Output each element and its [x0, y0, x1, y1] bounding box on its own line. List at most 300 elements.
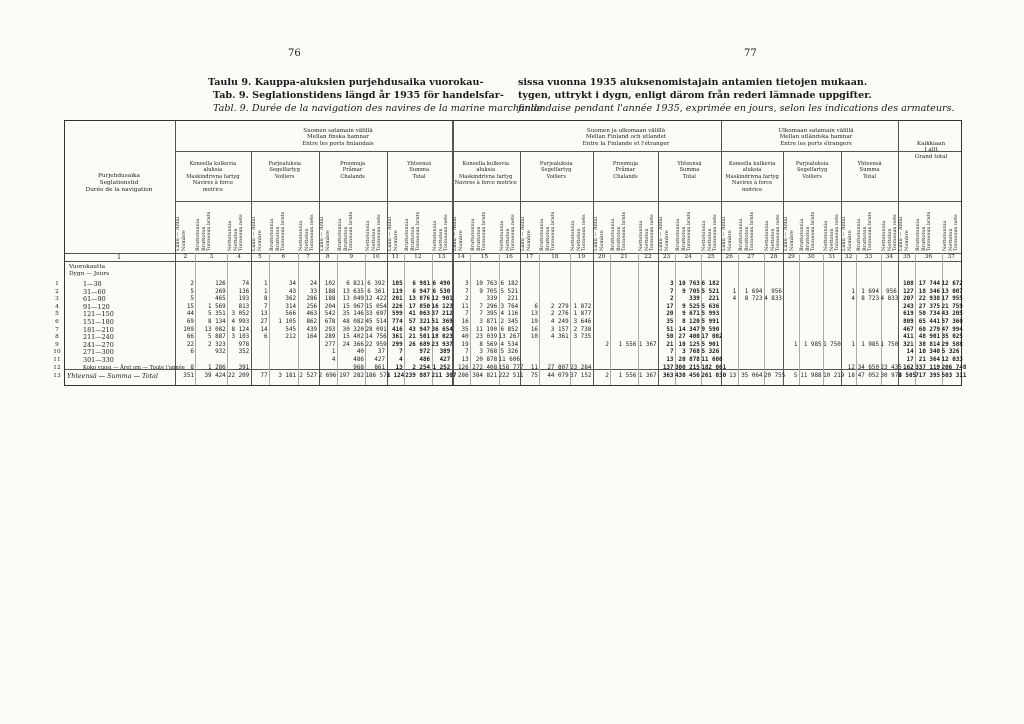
table-cell: 48 082 — [342, 319, 364, 325]
table-cell: 14 756 — [365, 334, 387, 341]
table-cell: 188 — [324, 296, 336, 303]
table-cell: 13 — [461, 357, 469, 363]
column-header: Luku — Antal Nombre — [451, 216, 464, 251]
column-header: Nettotonnia Nettoton Tonneaux nets — [297, 214, 315, 251]
column-header: Bruttotonnia Bruttoton Tonneaux bruts — [675, 211, 693, 251]
column-number: 29 — [787, 254, 795, 260]
table-cell: 211 307 — [431, 373, 457, 379]
row-number: 5 — [55, 311, 59, 318]
column-header: Luku — Antal Nombre — [783, 216, 796, 251]
table-cell: 339 — [486, 296, 498, 303]
table-cell: 75 — [530, 373, 538, 379]
column-header: Bruttotonnia Bruttoton Tonneaux bruts — [539, 211, 557, 251]
table-cell: 48 901 — [918, 334, 941, 341]
row-label: 241—270 — [83, 340, 114, 349]
row-label: 61—90 — [83, 295, 106, 304]
table-cell: 3 768 — [479, 349, 498, 356]
table-cell: 22 959 — [365, 341, 387, 348]
column-header: Nettotonnia Nettoton Tonneaux nets — [431, 214, 449, 251]
column-header: Bruttotonnia Bruttoton Tonneaux bruts — [336, 211, 355, 251]
column-number: 31 — [828, 254, 836, 260]
table-cell: 44 — [186, 311, 194, 318]
table-cell: 1 985 — [861, 341, 880, 348]
column-header: Bruttotonnia Bruttoton Tonneaux bruts — [470, 211, 488, 251]
table-cell: 321 — [903, 341, 914, 348]
table-cell: 43 205 — [941, 311, 963, 318]
table-cell: 4 — [851, 296, 855, 303]
column-header: Luku — Antal Nombre — [592, 216, 605, 251]
table-cell: 9 671 — [682, 311, 700, 318]
table-cell: 6 182 — [701, 281, 720, 287]
table-cell: 3 181 — [278, 373, 297, 379]
table-cell: 182 061 — [701, 364, 727, 371]
column-header: Luku — Antal Nombre — [250, 216, 263, 251]
table-cell: 13 — [260, 311, 268, 318]
table-cell: 2 — [669, 296, 674, 303]
table-cell: 351 — [183, 373, 194, 379]
subgroup-header: Yhteensä Summa Total — [857, 161, 882, 180]
subgroup-header: Yhteensä Summa Total — [407, 161, 432, 180]
table-cell: 6 981 — [412, 281, 431, 287]
column-number: 9 — [349, 254, 354, 260]
row-number: 9 — [55, 341, 59, 348]
table-cell: 5 521 — [500, 288, 519, 295]
table-cell: 6 361 — [367, 288, 385, 295]
table-cell: 162 — [903, 364, 914, 371]
row-label: 271—300 — [83, 348, 114, 357]
table-cell: 18 346 — [918, 288, 941, 295]
table-cell: 5 887 — [208, 334, 226, 341]
table-cell: 21 364 — [918, 357, 941, 363]
row-number: 2 — [55, 288, 59, 295]
title-swedish-right: tygen, uttrykt i dygn, enligt därom från rederi lämnade uppgifter. — [518, 90, 872, 101]
table-cell: 862 — [306, 319, 318, 325]
table-cell: 1 — [851, 288, 855, 295]
table-cell: 619 — [903, 311, 914, 318]
table-cell: 126 — [457, 364, 469, 371]
table-cell: 15 967 — [342, 303, 364, 310]
title-finnish-right: sissa vuonna 1935 aluksenomistajain antamien tietojen mukaan. — [518, 77, 868, 88]
table-cell: 20 878 — [678, 357, 700, 363]
table-cell: 7 — [264, 303, 268, 310]
table-cell: 20 878 — [475, 357, 498, 363]
column-number: 13 — [437, 254, 446, 260]
table-cell: 7 — [465, 311, 469, 318]
table-cell: 5 326 — [701, 349, 720, 356]
column-header: Luku — Antal Nombre — [720, 216, 733, 251]
table-cell: 27 807 — [547, 364, 569, 371]
row-number: 8 — [55, 334, 59, 341]
table-cell: 1 — [851, 341, 855, 348]
table-cell: 4 — [331, 357, 336, 363]
table-cell: 5 351 — [208, 311, 226, 318]
table-cell: 1 286 — [208, 364, 226, 371]
table-cell: 16 — [530, 326, 538, 333]
table-cell: 51 — [666, 326, 674, 333]
table-cell: 7 — [669, 288, 674, 295]
table-row — [53, 370, 967, 382]
table-cell: 286 — [306, 296, 318, 303]
row-number: 4 — [55, 303, 59, 310]
table-cell: 4 534 — [500, 341, 519, 348]
table-cell: 7 — [465, 288, 469, 295]
column-header: Nettotonnia Nettoton Tonneaux nets — [941, 214, 959, 251]
column-number: 27 — [747, 254, 755, 260]
table-cell: 13 635 — [342, 288, 364, 295]
table-cell: 77 — [260, 373, 268, 379]
table-cell: 300 215 — [675, 364, 700, 371]
stub-heading: Purjehdusaika Seglationstid Durée de la navigation — [85, 173, 153, 193]
table-cell: 8 — [190, 364, 194, 371]
table-cell: 5 901 — [701, 341, 720, 348]
table-cell: 1 367 — [638, 373, 657, 379]
table-cell: 33 — [310, 288, 318, 295]
table-cell: 14 — [906, 349, 914, 356]
table-cell: 206 748 — [941, 364, 967, 371]
page-number-left: 76 — [288, 48, 301, 59]
table-cell: 10 — [530, 334, 538, 341]
table-cell: 1 877 — [573, 311, 592, 318]
row-label: 91—120 — [83, 302, 110, 311]
table-cell: 24 — [310, 281, 318, 287]
column-header: Nettotonnia Nettoton Tonneaux nets — [880, 214, 898, 251]
column-number: 37 — [947, 254, 955, 260]
table-cell: 23 284 — [570, 364, 592, 371]
table-cell: 3 505 — [898, 373, 917, 379]
table-cell: 1 985 — [803, 341, 822, 348]
table-cell: 13 — [729, 373, 737, 379]
column-header: Nettotonnia Nettoton Tonneaux nets — [570, 214, 588, 251]
table-cell: 226 — [391, 303, 403, 310]
table-cell: 57 360 — [941, 319, 963, 325]
table-cell: 7 296 — [479, 303, 498, 310]
table-cell: 599 — [391, 311, 403, 318]
stub-column-number: 1 — [117, 254, 121, 261]
table-cell: 13 049 — [342, 296, 364, 303]
subgroup-header: Proomuja Pråmar Chalands — [612, 161, 639, 180]
row-label: 1—30 — [83, 280, 102, 288]
table-cell: 7 — [465, 349, 469, 356]
column-header: Bruttotonnia Bruttoton Tonneaux bruts — [195, 211, 213, 251]
column-header: Nettotonnia Nettoton Tonneaux nets — [365, 214, 383, 251]
table-cell: 221 — [708, 296, 720, 303]
table-cell: 427 — [439, 357, 451, 363]
table-cell: 2 738 — [573, 326, 592, 333]
row-number: 12 — [53, 364, 61, 371]
table-cell: 1 — [264, 281, 268, 287]
table-cell: 1 — [793, 341, 798, 348]
table-cell: 2 — [190, 281, 194, 287]
table-cell: 391 — [238, 364, 250, 371]
table-cell: 15 054 — [365, 303, 387, 310]
table-cell: 207 — [903, 296, 914, 303]
row-label: Yhteensä — Summa — Total — [67, 372, 159, 380]
table-cell: 22 — [186, 341, 194, 348]
table-cell: 10 763 — [475, 281, 498, 287]
table-cell: 2 323 — [208, 341, 226, 348]
table-cell: 17 955 — [941, 296, 963, 303]
column-header: Nettotonnia Nettoton Tonneaux nets — [637, 214, 656, 251]
table-cell: 1 694 — [744, 288, 763, 295]
table-cell: 127 — [903, 288, 914, 295]
table-cell: 137 — [662, 364, 674, 371]
table-cell: 14 — [260, 326, 268, 333]
group-foreign: Ulkomaan satamain välillä Mellan utländska hamnar Entre les ports étrangers — [778, 128, 854, 147]
column-header: Nettotonnia Nettoton Tonneaux nets — [764, 214, 782, 251]
column-number: 17 — [525, 254, 534, 260]
table-cell: 14 347 — [678, 326, 700, 333]
row-label: 211—240 — [83, 333, 114, 342]
table-cell: 27 400 — [678, 334, 700, 341]
table-cell: 2 254 — [412, 364, 431, 371]
table-cell: 352 — [238, 349, 250, 356]
row-number: 1 — [55, 281, 59, 287]
table-cell: 363 — [662, 373, 674, 379]
row-label: 301—330 — [83, 356, 114, 364]
title-finnish-left: Taulu 9. Kauppa-aluksien purjehdusaika vuorokau- — [208, 77, 484, 88]
table-cell: 13 — [666, 357, 674, 363]
column-number: 34 — [885, 254, 894, 260]
column-number: 26 — [725, 254, 733, 260]
column-number: 32 — [844, 254, 853, 260]
table-cell: 1 367 — [638, 341, 657, 348]
table-cell: 809 — [903, 319, 914, 325]
table-cell: 4 833 — [764, 296, 782, 303]
table-cell: 293 — [324, 326, 336, 333]
column-header: Nettotonnia Nettoton Tonneaux nets — [227, 214, 245, 251]
column-number: 8 — [325, 254, 330, 260]
table-cell: 3 871 — [479, 319, 498, 325]
table-cell: 1 556 — [618, 341, 637, 348]
table-cell: 5 — [190, 288, 194, 295]
row-number: 7 — [55, 326, 59, 333]
title-french-right: finlandaise pendant l'année 1935, exprimée en jours, selon les indications des armateurs. — [518, 103, 955, 114]
column-number: 4 — [237, 254, 241, 260]
table-cell: 24 366 — [342, 341, 364, 348]
column-header: Luku — Antal Nombre — [519, 216, 532, 251]
table-cell: 337 119 — [915, 364, 941, 371]
table-cell: 269 — [215, 288, 226, 295]
table-cell: 45 514 — [365, 319, 387, 325]
table-cell: 384 821 — [472, 373, 498, 379]
table-cell: 8 134 — [208, 319, 226, 325]
table-cell: 33 697 — [365, 311, 387, 318]
table-cell: 47 994 — [941, 326, 963, 333]
table-cell: 21 501 — [408, 334, 431, 341]
table-cell: 37 152 — [570, 373, 592, 379]
table-cell: 5 — [190, 296, 194, 303]
table-cell: 8 120 — [682, 319, 700, 325]
table-cell: 15 402 — [342, 334, 364, 341]
table-cell: 256 — [306, 303, 318, 310]
table-cell: 4 116 — [500, 311, 519, 318]
table-cell: 10 763 — [678, 281, 700, 287]
table-cell: 2 345 — [500, 319, 519, 325]
table-cell: 13 — [530, 311, 538, 318]
table-cell: 4 993 — [231, 319, 250, 325]
table-cell: 3 768 — [682, 349, 700, 356]
column-number: 33 — [864, 254, 873, 260]
table-cell: 11 606 — [498, 357, 520, 363]
table-cell: 11 606 — [701, 357, 723, 363]
table-cell: 678 — [324, 319, 336, 325]
table-cell: 774 — [391, 319, 403, 325]
column-number: 10 — [372, 254, 380, 260]
table-cell: 717 395 — [915, 373, 941, 379]
table-cell: 813 — [238, 303, 250, 310]
table-cell: 289 — [324, 334, 336, 341]
table-cell: 3 052 — [231, 311, 250, 318]
table-cell: 3 764 — [500, 303, 519, 310]
table-cell: 26 689 — [408, 341, 431, 348]
column-number: 30 — [807, 254, 815, 260]
row-label: 31—60 — [83, 287, 106, 296]
table-cell: 57 321 — [408, 319, 431, 325]
subgroup-header: Purjealuksia Segelfartyg Voiliers — [539, 161, 573, 180]
column-header: Nettotonnia Nettoton Tonneaux nets — [701, 214, 719, 251]
table-cell: 3 646 — [573, 319, 592, 325]
table-cell: 74 — [242, 281, 250, 287]
column-header: Luku — Antal Nombre — [175, 216, 187, 251]
group-domestic: Suomen satamain välillä Mellan finska hamnar Entre les ports finlandais — [302, 128, 374, 147]
table-cell: 978 — [238, 341, 250, 348]
table-cell: 3 — [465, 281, 469, 287]
table-cell: 10 125 — [678, 341, 700, 348]
table-cell: 105 — [391, 281, 403, 287]
table-cell: 20 755 — [764, 373, 786, 379]
group-grand-total: Kaikkiaan I allt Grand total — [914, 141, 948, 160]
table-cell: 34 — [288, 281, 297, 287]
table-cell: 362 — [285, 296, 297, 303]
table-cell: 37 212 — [431, 311, 453, 318]
table-cell: 261 030 — [701, 373, 727, 379]
row-label: 181—210 — [83, 325, 114, 334]
table-cell: 13 876 — [408, 296, 431, 303]
table-cell: 44 079 — [547, 373, 569, 379]
subgroup-header: Koneella kulkevia aluksia Maskindrivna fartyg Navires à force motrice — [454, 161, 517, 187]
table-cell: 39 424 — [204, 373, 226, 379]
table-cell: 35 — [461, 326, 469, 333]
table-cell: 11 — [530, 364, 538, 371]
table-cell: 17 850 — [408, 303, 431, 310]
table-cell: 5 991 — [701, 319, 720, 325]
table-cell: 486 — [419, 357, 431, 363]
table-cell: 361 — [391, 334, 403, 341]
table-cell: 314 — [285, 303, 297, 310]
table-cell: 6 947 — [412, 288, 431, 295]
table-cell: 6 392 — [367, 281, 385, 287]
table-cell: 13 082 — [204, 326, 226, 333]
table-cell: 7 395 — [479, 311, 498, 318]
table-cell: 50 734 — [918, 311, 941, 318]
table-cell: 12 — [847, 364, 855, 371]
table-cell: 503 311 — [941, 373, 967, 379]
table-cell: 1 750 — [823, 341, 841, 348]
table-cell: 6 530 — [432, 288, 451, 295]
table-cell: 12 033 — [941, 357, 963, 363]
table-cell: 40 — [461, 334, 469, 341]
table-cell: 2 — [605, 373, 609, 379]
table-cell: 35 146 — [342, 311, 364, 318]
table-cell: 27 375 — [918, 303, 941, 310]
table-cell: 126 — [215, 281, 226, 287]
table-cell: 956 — [886, 288, 897, 295]
row-number: 6 — [55, 319, 59, 325]
table-cell: 545 — [285, 326, 297, 333]
table-cell: 41 063 — [408, 311, 431, 318]
column-header: Bruttotonnia Bruttoton Tonneaux bruts — [915, 211, 933, 251]
table-cell: 4 249 — [550, 319, 569, 325]
column-header: Nettotonnia Nettoton Tonneaux nets — [498, 214, 516, 251]
column-number: 2 — [183, 254, 188, 260]
table-cell: 51 369 — [431, 319, 453, 325]
table-cell: 1 569 — [208, 303, 226, 310]
column-number: 7 — [306, 254, 310, 260]
table-cell: 272 408 — [472, 364, 498, 371]
table-cell: 932 — [215, 349, 226, 356]
table-cell: 6 182 — [500, 281, 519, 287]
table-cell: 102 — [324, 281, 336, 287]
table-cell: 21 — [666, 341, 674, 348]
table-cell: 4 361 — [550, 334, 569, 341]
table-cell: 972 — [419, 349, 431, 356]
subgroup-header: Proomuja Pråmar Chalands — [339, 161, 366, 180]
table-cell: 5 993 — [701, 311, 720, 318]
column-number: 12 — [414, 254, 422, 260]
table-cell: 339 — [689, 296, 700, 303]
table-cell: 277 — [324, 341, 336, 348]
table-cell: 4 — [399, 357, 403, 363]
table-cell: 119 — [391, 288, 403, 295]
table-cell: 6 821 — [346, 281, 364, 287]
column-number: 25 — [707, 254, 715, 260]
table-cell: 299 — [391, 341, 403, 348]
table-cell: 188 — [324, 288, 336, 295]
table-cell: 43 947 — [408, 326, 431, 333]
table-cell: 430 456 — [675, 373, 700, 379]
table-cell: 13 007 — [941, 288, 963, 295]
table-cell: 212 — [285, 334, 297, 341]
table-cell: 11 — [461, 303, 469, 310]
table-cell: 968 — [353, 364, 364, 371]
table-cell: 5 326 — [500, 349, 519, 356]
column-header: Bruttotonnia Bruttoton Tonneaux bruts — [798, 211, 817, 251]
table-cell: 109 — [183, 326, 194, 333]
column-number: 15 — [480, 254, 489, 260]
column-number: 22 — [644, 254, 652, 260]
table-cell: 1 556 — [618, 373, 637, 379]
table-cell: 10 219 — [823, 373, 845, 379]
column-header: Luku — Antal Nombre — [840, 216, 853, 251]
table-cell: 164 — [306, 334, 318, 341]
table-cell: 7 — [669, 349, 674, 356]
table-cell: 439 — [306, 326, 318, 333]
table-cell: 13 — [395, 364, 403, 371]
table-cell: 66 — [186, 334, 194, 341]
table-cell: 37 — [377, 349, 385, 356]
row-number: 11 — [53, 357, 61, 363]
table-cell: 12 422 — [365, 296, 387, 303]
table-cell: 193 — [238, 296, 250, 303]
column-number: 6 — [281, 254, 286, 260]
table-cell: 1 252 — [432, 364, 451, 371]
table-cell: 389 — [439, 349, 451, 356]
table-cell: 465 — [215, 296, 226, 303]
column-header: Luku — Antal Nombre — [898, 216, 910, 251]
table-cell: 15 — [186, 303, 194, 310]
table-cell: 17 002 — [701, 334, 723, 341]
table-cell: 1 — [732, 288, 737, 295]
